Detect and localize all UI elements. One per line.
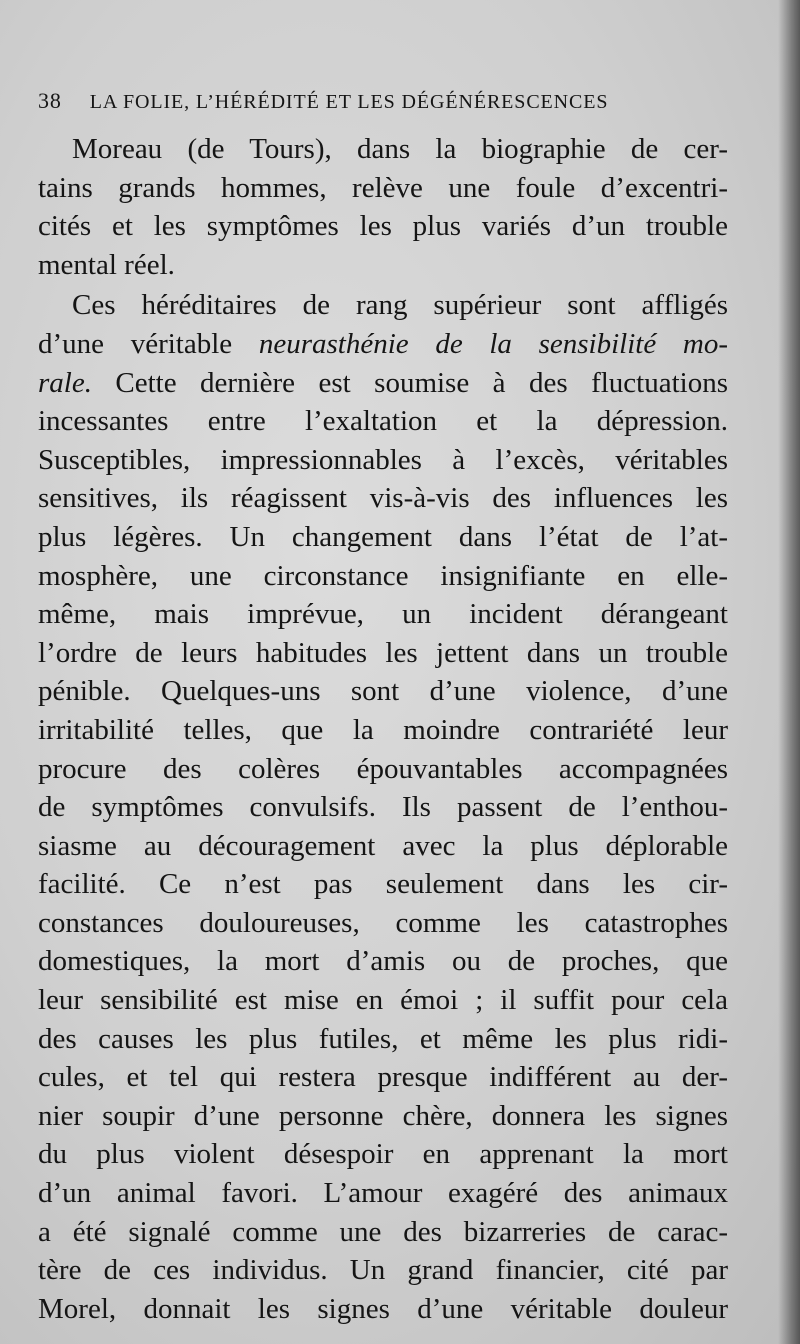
text-line: a été signalé comme une des bizarreries de carac-: [38, 1215, 728, 1248]
text-line: mosphère, une circonstance insignifiante en elle-: [38, 559, 728, 592]
text-line: des causes les plus futiles, et même les plus ridi-: [38, 1022, 728, 1055]
text-line: mental réel.: [38, 248, 175, 281]
text-line: incessantes entre l’exaltation et la dépression.: [38, 405, 728, 438]
text-line: Susceptibles, impressionnables à l’excès, véritables: [38, 443, 728, 476]
text-line: cules, et tel qui restera presque indifférent au der-: [38, 1061, 728, 1094]
text-line: facilité. Ce n’est pas seulement dans les cir-: [38, 868, 728, 901]
page-number: 38: [38, 88, 62, 113]
text-line: l’ordre de leurs habitudes les jettent dans un trouble: [38, 636, 728, 669]
text-line: du plus violent désespoir en apprenant la mort: [38, 1138, 728, 1171]
text-line: Morel, donnait les signes d’une véritable douleur: [38, 1292, 728, 1325]
text-line: irritabilité telles, que la moindre contrariété leur: [38, 713, 728, 746]
text-line: siasme au découragement avec la plus déplorable: [38, 829, 728, 862]
text-line: sensitives, ils réagissent vis-à-vis des influences les: [38, 482, 728, 515]
italic-text: neurasthénie de la sensibilité mo-: [258, 327, 728, 360]
page-edge-shadow: [778, 0, 800, 1344]
text-line: de symptômes convulsifs. Ils passent de l’enthou-: [38, 791, 728, 824]
text-line: domestiques, la mort d’amis ou de proches, que: [38, 945, 728, 978]
text-line: même, mais imprévue, un incident dérangeant: [38, 598, 728, 631]
text-run: Cette dernière est soumise à des fluctuations: [91, 366, 728, 399]
text-line: Ces héréditaires de rang supérieur sont affligés: [72, 289, 728, 322]
text-line: leur sensibilité est mise en émoi ; il suffit pour cela: [38, 984, 728, 1017]
text-line: cités et les symptômes les plus variés d’un trouble: [38, 210, 728, 243]
running-title: LA FOLIE, L’HÉRÉDITÉ ET LES DÉGÉNÉRESCENCES: [89, 91, 609, 113]
text-line: plus légères. Un changement dans l’état de l’at-: [38, 520, 728, 553]
body-text: [38, 130, 728, 1328]
text-line: [38, 325, 728, 364]
text-line: [38, 364, 728, 403]
italic-text: rale.: [38, 366, 92, 399]
text-line: nier soupir d’une personne chère, donnera les signes: [38, 1099, 728, 1132]
text-line: Moreau (de Tours), dans la biographie de cer-: [72, 133, 728, 165]
text-line: tère de ces individus. Un grand financier, cité par: [38, 1254, 728, 1287]
running-head: [38, 88, 608, 114]
text-line: tains grands hommes, relève une foule d’excentri-: [38, 171, 728, 204]
text-line: d’un animal favori. L’amour exagéré des animaux: [38, 1177, 728, 1210]
text-line: pénible. Quelques-uns sont d’une violence, d’une: [38, 675, 728, 708]
text-line: constances douloureuses, comme les catastrophes: [38, 906, 728, 939]
text-run: d’une véritable: [38, 327, 259, 360]
text-line: procure des colères épouvantables accompagnées: [38, 752, 728, 785]
